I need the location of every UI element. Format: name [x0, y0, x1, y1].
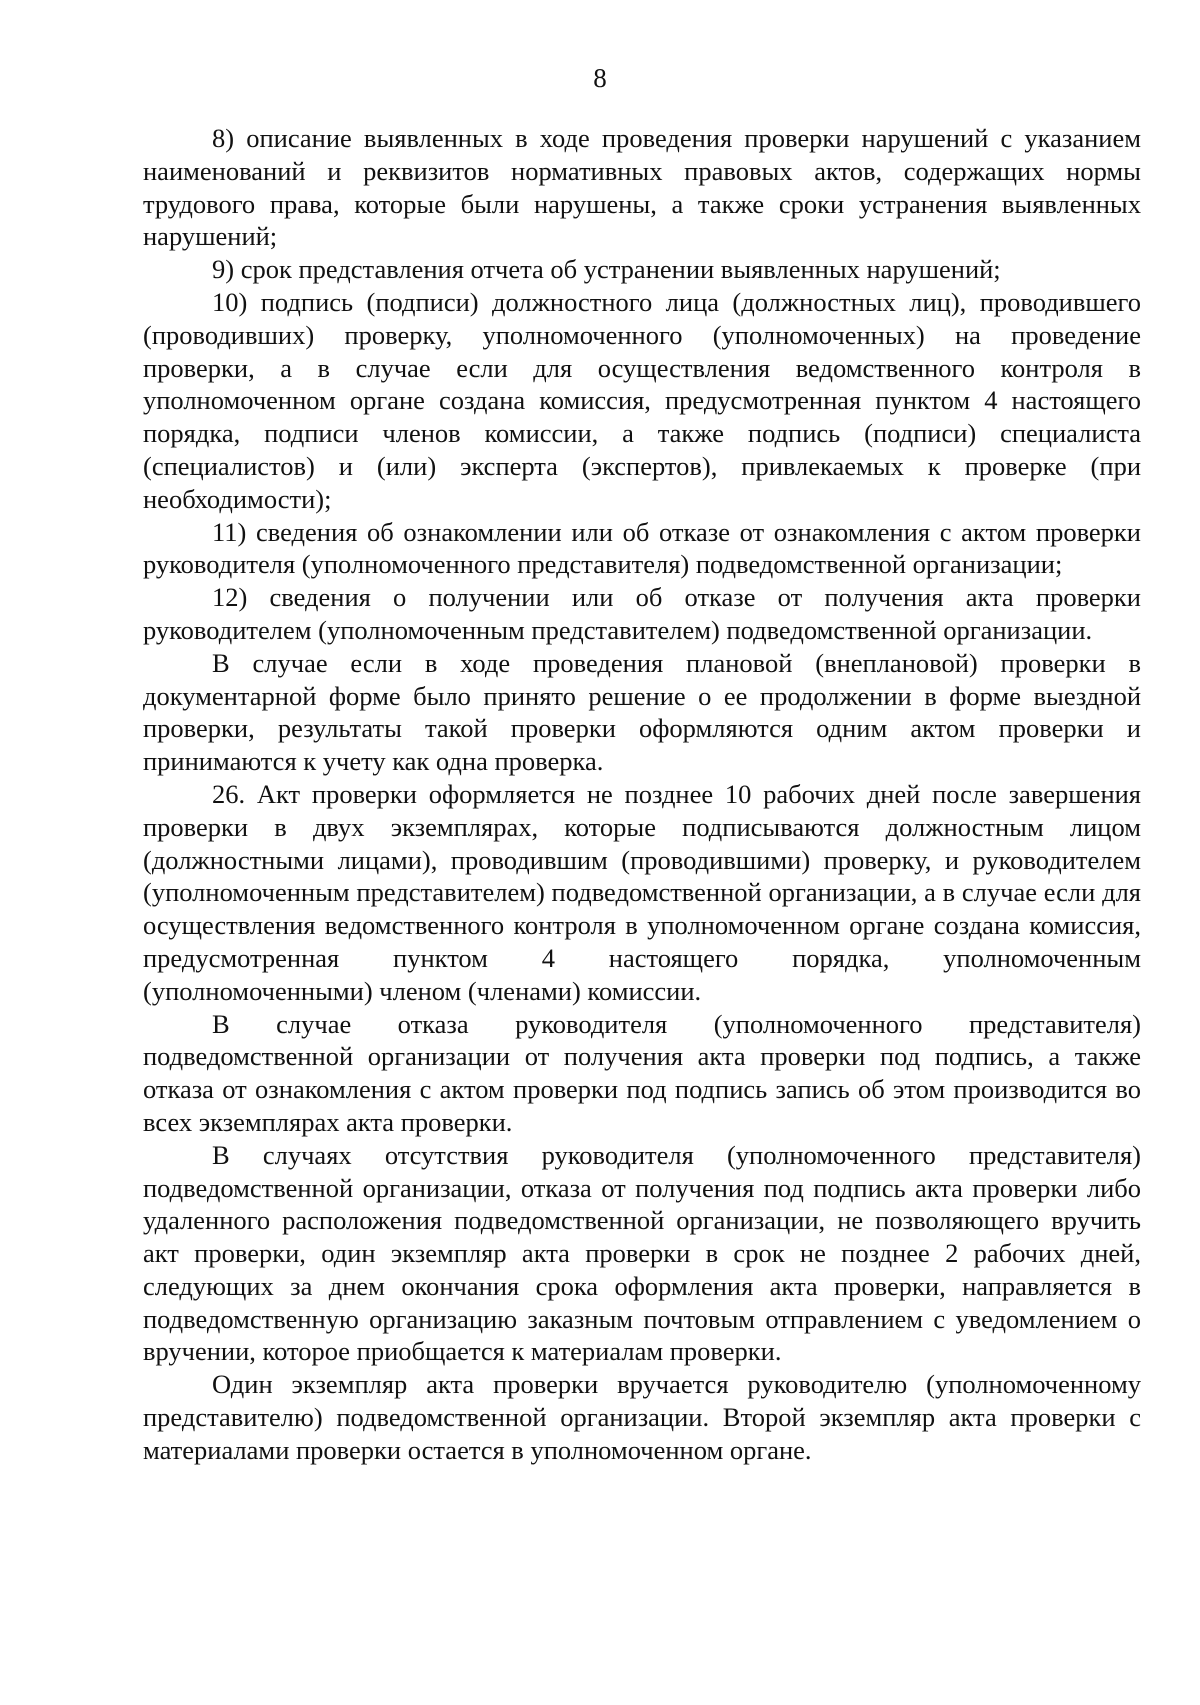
paragraph-item-12: 12) сведения о получении или об отказе от получения акта проверки руководителем (уполномоченным представителем) подведомственной организации. — [143, 582, 1141, 645]
paragraph-item-11: 11) сведения об ознакомлении или об отказе от ознакомления с актом проверки руководителя (уполномоченного представителя) подведомственной организации; — [143, 516, 1141, 580]
paragraph-item-9: 9) срок представления отчета об устранении выявленных нарушений; — [212, 254, 1001, 285]
document-body — [143, 122, 1141, 1467]
paragraph-refusal: В случае отказа руководителя (уполномоченного представителя) подведомственной организации от получения акта проверки под подпись, а также отказа от ознакомления с актом проверки под подпись запись об этом производится во всех экземплярах акта проверки. — [143, 1008, 1141, 1137]
page-number: 8 — [593, 63, 607, 93]
paragraph-clause-26: 26. Акт проверки оформляется не позднее 10 рабочих дней после завершения проверки в двух экземплярах, которые подписываются должностным лицом (должностными лицами), проводившим (проводившими) проверку, и руководителем (уполномоченным представителем) подведомственной организации, а в случае если для осуществления ведомственного контроля в уполномоченном органе создана комиссия, предусмотренная пунктом 4 настоящего порядка, уполномоченным (уполномоченными) членом (членами) комиссии. — [143, 778, 1141, 1006]
paragraph-absence: В случаях отсутствия руководителя (уполномоченного представителя) подведомственной организации, отказа от получения под подпись акта проверки либо удаленного расположения подведомственной организации, не позволяющего вручить акт проверки, один экземпляр акта проверки в срок не позднее 2 рабочих дней, следующих за днем окончания срока оформления акта проверки, направляется в подведомственную организацию заказным почтовым отправлением с уведомлением о вручении, которое приобщается к материалам проверки. — [143, 1139, 1141, 1367]
paragraph-copies: Один экземпляр акта проверки вручается руководителю (уполномоченному представителю) подведомственной организации. Второй экземпляр акта проверки с материалами проверки остается в уполномоченном органе. — [143, 1369, 1141, 1465]
paragraph-item-10: 10) подпись (подписи) должностного лица (должностных лиц), проводившего (проводивших) проверку, уполномоченного (уполномоченных) на проведение проверки, а в случае если для осуществления ведомственного контроля в уполномоченном органе создана комиссия, предусмотренная пунктом 4 настоящего порядка, подписи членов комиссии, а также подпись (подписи) специалиста (специалистов) и (или) эксперта (экспертов), привлекаемых к проверке (при необходимости); — [143, 286, 1141, 514]
paragraph-combined-check: В случае если в ходе проведения плановой (внеплановой) проверки в документарной форме было принято решение о ее продолжении в форме выездной проверки, результаты такой проверки оформляются одним актом проверки и принимаются к учету как одна проверка. — [143, 647, 1141, 777]
paragraph-item-8: 8) описание выявленных в ходе проведения проверки нарушений с указанием наименований и реквизитов нормативных правовых актов, содержащих нормы трудового права, которые были нарушены, а также сроки устранения выявленных нарушений; — [143, 123, 1141, 252]
